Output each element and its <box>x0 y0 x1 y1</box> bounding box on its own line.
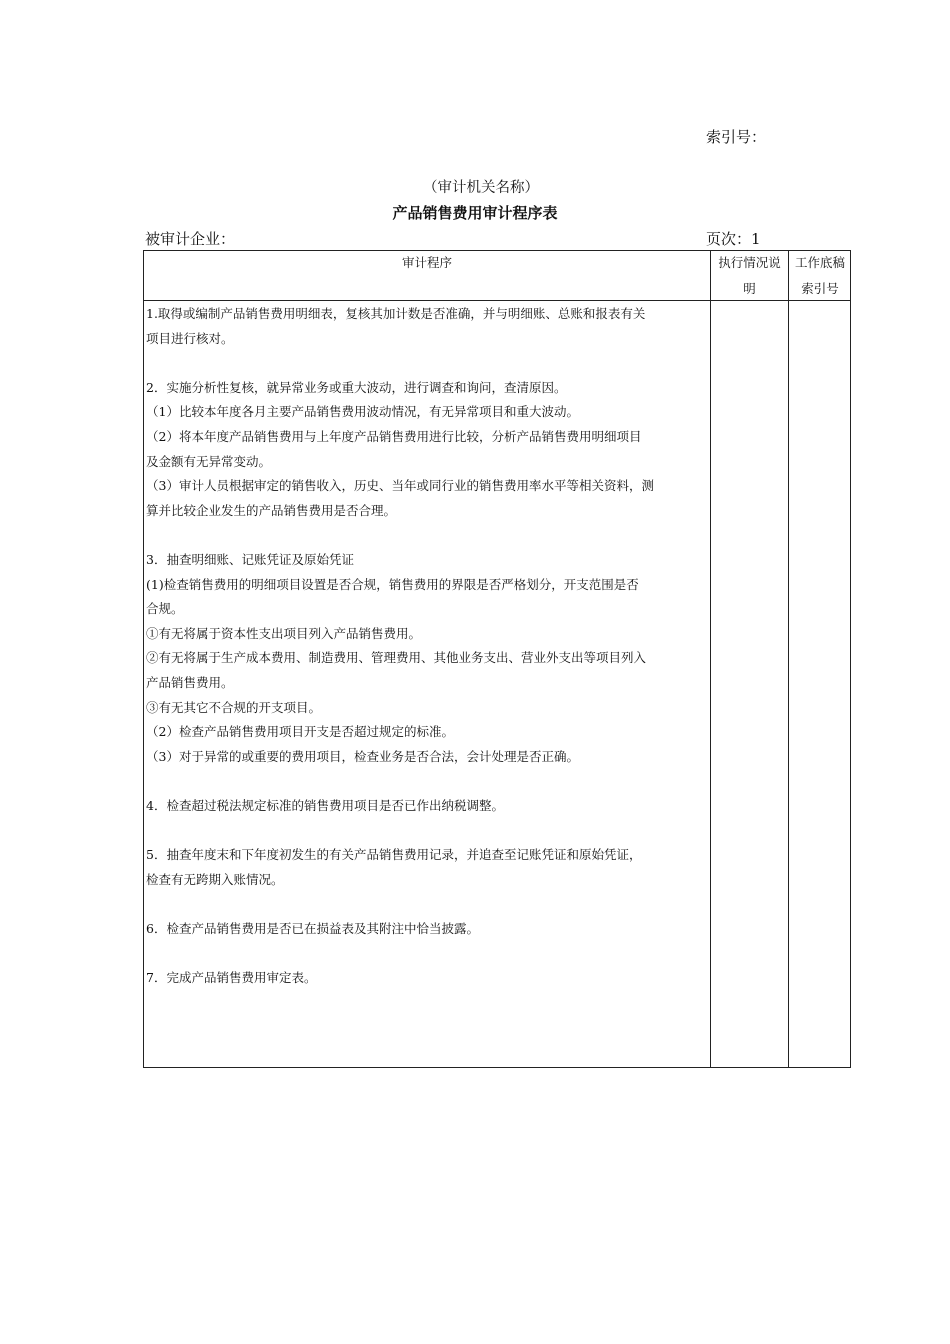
procedure-line: 产品销售费用。 <box>146 674 234 690</box>
column-divider <box>788 251 789 1067</box>
procedure-line <box>146 523 708 548</box>
column-header-workpaper-line1: 工作底稿 <box>794 255 845 270</box>
column-divider <box>710 251 711 1067</box>
audit-procedure-table <box>143 250 851 1068</box>
procedure-line: 及金额有无异常变动。 <box>146 453 272 469</box>
column-header-procedure: 审计程序 <box>401 255 452 270</box>
procedure-line: （2）将本年度产品销售费用与上年度产品销售费用进行比较，分析产品销售费用明细项目 <box>146 428 642 444</box>
procedure-line: (1)检查销售费用的明细项目设置是否合规，销售费用的界限是否严格划分，开支范围是否 <box>146 576 639 592</box>
procedure-line: （1）比较本年度各月主要产品销售费用波动情况，有无异常项目和重大波动。 <box>146 404 579 420</box>
column-header-execution-line2: 明 <box>743 281 756 296</box>
procedure-line <box>146 769 708 794</box>
procedure-line: （3）审计人员根据审定的销售收入，历史、当年或同行业的销售费用率水平等相关资料，测 <box>146 478 654 494</box>
page-number: 页次：1 <box>706 230 761 248</box>
procedure-line: ①有无将属于资本性支出项目列入产品销售费用。 <box>146 625 422 641</box>
procedure-line: 项目进行核对。 <box>146 330 234 346</box>
procedure-line: 2．实施分析性复核，就异常业务或重大波动，进行调查和询问，查清原因。 <box>146 379 567 395</box>
procedure-line: 7．完成产品销售费用审定表。 <box>146 970 317 986</box>
procedure-line: ③有无其它不合规的开支项目。 <box>146 699 322 715</box>
procedure-line <box>146 941 708 966</box>
page-title: 产品销售费用审计程序表 <box>392 204 558 222</box>
procedure-line: 4．检查超过税法规定标准的销售费用项目是否已作出纳税调整。 <box>146 797 504 813</box>
procedure-line: （2）检查产品销售费用项目开支是否超过规定的标准。 <box>146 724 454 740</box>
column-header-workpaper <box>789 250 851 302</box>
procedure-line: 合规。 <box>146 601 184 617</box>
agency-name-text: （审计机关名称） <box>423 180 539 196</box>
column-header-execution <box>711 250 788 302</box>
procedure-line <box>146 818 708 843</box>
procedure-list <box>146 302 708 991</box>
procedure-line <box>146 351 708 376</box>
index-number-label: 索引号： <box>706 128 767 146</box>
procedure-line: 检查有无跨期入账情况。 <box>146 871 284 887</box>
procedure-line: 3．抽查明细账、记账凭证及原始凭证 <box>146 551 354 567</box>
procedure-line: 算并比较企业发生的产品销售费用是否合理。 <box>146 502 397 518</box>
procedure-line: 5．抽查年度末和下年度初发生的有关产品销售费用记录，并追查至记账凭证和原始凭证， <box>146 847 642 863</box>
column-header-workpaper-line2: 索引号 <box>801 281 839 296</box>
procedure-line: 6．检查产品销售费用是否已在损益表及其附注中恰当披露。 <box>146 920 479 936</box>
auditee-label: 被审计企业： <box>145 230 236 248</box>
procedure-line: ②有无将属于生产成本费用、制造费用、管理费用、其他业务支出、营业外支出等项目列入 <box>146 650 647 666</box>
agency-name <box>0 176 950 197</box>
procedure-line <box>146 892 708 917</box>
procedure-line: （3）对于异常的或重要的费用项目，检查业务是否合法，会计处理是否正确。 <box>146 748 579 764</box>
column-header-execution-line1: 执行情况说 <box>718 255 781 270</box>
procedure-line: 1.取得或编制产品销售费用明细表，复核其加计数是否准确，并与明细账、总账和报表有关 <box>146 306 646 321</box>
